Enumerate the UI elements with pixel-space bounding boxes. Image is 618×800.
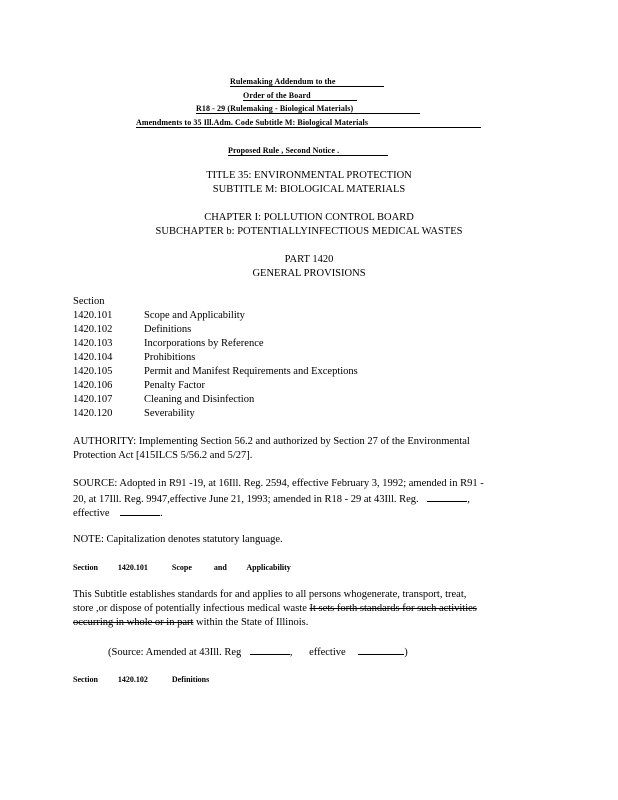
toc-item-title: Cleaning and Disinfection: [144, 394, 255, 405]
section-101-source-close: ): [404, 647, 408, 658]
toc-item-number: 1420.107: [73, 394, 113, 405]
note-line: NOTE: Capitalization denotes statutory language.: [73, 534, 283, 545]
authority-line-2: Protection Act [415ILCS 5/56.2 and 5/27].: [73, 450, 253, 461]
section-101-effective-blank: [358, 645, 404, 655]
toc-item-title: Penalty Factor: [144, 380, 205, 391]
section-101-body-line-1: This Subtitle establishes standards for and applies to all persons whogenerate, transport, treat,: [73, 589, 467, 600]
section-101-deleted-text: It sets forth standards for such activities: [309, 603, 477, 614]
chapter-line: CHAPTER I: POLLUTION CONTROL BOARD: [204, 212, 414, 223]
section-102-heading: Section 1420.102 Definitions: [73, 675, 210, 684]
authority-line-1: AUTHORITY: Implementing Section 56.2 and authorized by Section 27 of the Environmental: [73, 436, 470, 447]
section-101-source-prefix: (Source: Amended at 43Ill. Reg: [108, 647, 242, 658]
header-line-1: Rulemaking Addendum to the: [230, 77, 384, 87]
source-reg-blank: [427, 492, 467, 502]
toc-item-number: 1420.104: [73, 352, 113, 363]
source-effective-blank: [120, 506, 160, 516]
source-line-1: SOURCE: Adopted in R91 -19, at 16Ill. Reg. 2594, effective February 3, 1992; amended in R91 -: [73, 478, 484, 489]
header-line-3: R18 - 29 (Rulemaking - Biological Materials): [196, 104, 420, 114]
toc-item-title: Prohibitions: [144, 352, 196, 363]
header-line-2: Order of the Board: [243, 91, 357, 101]
subchapter-line: SUBCHAPTER b: POTENTIALLYINFECTIOUS MEDICAL WASTES: [155, 226, 463, 237]
source-line-2-text: 20, at 17Ill. Reg. 9947,effective June 21, 1993; amended in R18 - 29 at 43Ill. Reg.: [73, 494, 419, 505]
section-101-body-text: within the State of Illinois.: [196, 617, 309, 628]
section-101-body-line-2: [73, 603, 477, 614]
toc-item-number: 1420.101: [73, 310, 113, 321]
section-101-deleted-text: occurring in whole or in part: [73, 617, 194, 628]
toc-item-number: 1420.105: [73, 366, 113, 377]
toc-item-number: 1420.102: [73, 324, 113, 335]
source-effective-label: effective: [73, 508, 110, 519]
header-line-4: Amendments to 35 Ill.Adm. Code Subtitle M: Biological Materials: [136, 118, 481, 128]
header-line-5: Proposed Rule , Second Notice .: [228, 146, 388, 156]
section-101-body-line-3: [73, 617, 308, 628]
source-line-2: 20, at 17Ill. Reg. 9947,effective June 21, 1993; amended in R18 - 29 at 43Ill. Reg. ,: [73, 494, 470, 505]
toc-item-number: 1420.103: [73, 338, 113, 349]
toc-item-number: 1420.106: [73, 380, 113, 391]
toc-item-number: 1420.120: [73, 408, 113, 419]
section-101-reg-blank: [250, 645, 290, 655]
toc-item-title: Incorporations by Reference: [144, 338, 264, 349]
part-line: PART 1420: [284, 254, 334, 265]
section-101-source: (Source: Amended at 43Ill. Reg , effective ): [108, 647, 408, 658]
section-101-body-text: store ,or dispose of potentially infectious medical waste: [73, 603, 307, 614]
toc-item-title: Scope and Applicability: [144, 310, 245, 321]
part-name: GENERAL PROVISIONS: [252, 268, 366, 279]
title-line: TITLE 35: ENVIRONMENTAL PROTECTION: [206, 170, 412, 181]
toc-item-title: Permit and Manifest Requirements and Exceptions: [144, 366, 358, 377]
subtitle-line: SUBTITLE M: BIOLOGICAL MATERIALS: [212, 184, 406, 195]
toc-item-title: Definitions: [144, 324, 192, 335]
section-101-heading: Section 1420.101 Scope and Applicability: [73, 563, 291, 572]
section-101-source-effective: effective: [309, 647, 346, 658]
toc-heading: Section: [73, 296, 105, 307]
source-line-3: effective .: [73, 508, 163, 519]
toc-item-title: Severability: [144, 408, 195, 419]
